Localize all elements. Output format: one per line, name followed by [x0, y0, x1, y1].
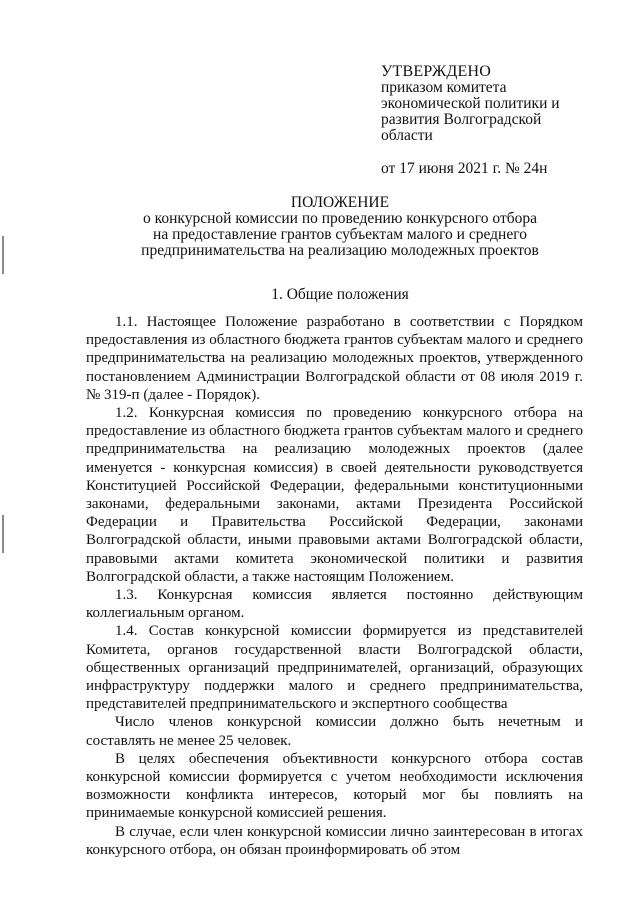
approval-line: развития Волгоградской: [381, 111, 542, 128]
approval-line: экономической политики и: [381, 95, 560, 112]
approval-title: УТВЕРЖДЕНО: [381, 63, 492, 80]
document-subtitle-line: на предоставление грантов субъектам малого и среднего: [153, 226, 527, 243]
approval-line: области: [381, 127, 433, 144]
paragraph-conflict: В случае, если член конкурсной комиссии лично заинтересован в итогах конкурсного отбора, он обязан проинформировать об этом: [86, 823, 583, 858]
paragraph-1-4: 1.4. Состав конкурсной комиссии формируется из представителей Комитета, органов государственной власти Волгоградской области, общественных организаций предпринимателей, организаций, образующих инфраструктуру поддержки малого и среднего предпринимательства, представителей предпринимательского и экспертного сообщества: [86, 623, 583, 713]
document-heading: [100, 195, 580, 259]
document-title: ПОЛОЖЕНИЕ: [290, 194, 390, 211]
scan-edge-mark-top: [2, 236, 4, 274]
paragraph-1-1: 1.1. Настоящее Положение разработано в соответствии с Порядком предоставления из областного бюджета грантов субъектам малого и среднего предпринимательства на реализацию молодежных проектов, утвержденного постановлением Администрации Волгоградской области от 08 июля 2019 г. № 319-п (далее - Порядок).: [86, 314, 583, 403]
document-body: [86, 313, 583, 859]
document-subtitle-line: о конкурсной комиссии по проведению конкурсного отбора: [143, 210, 537, 227]
approval-date: от 17 июня 2021 г. № 24н: [381, 160, 548, 177]
approval-stamp: [381, 64, 621, 177]
paragraph-members-count: Число членов конкурсной комиссии должно быть нечетным и составлять не менее 25 человек.: [86, 714, 583, 749]
scan-edge-mark-bottom: [2, 515, 4, 553]
section-title: 1. Общие положения: [271, 286, 409, 303]
document-subtitle-line: предпринимательства на реализацию молодежных проектов: [141, 242, 539, 259]
approval-line: приказом комитета: [381, 79, 507, 96]
paragraph-1-3: 1.3. Конкурсная комиссия является постоянно действующим коллегиальным органом.: [86, 587, 583, 622]
paragraph-1-2: 1.2. Конкурсная комиссия по проведению конкурсного отбора на предоставление из областного бюджета грантов субъектам малого и среднего предпринимательства на реализацию молодежных проектов (далее именуется - конкурсная комиссия) в своей деятельности руководствуется Конституцией Российской Федерации, федеральными конституционными законами, федеральными законами, актами Президента Российской Федерации и Правительства Российской Федерации, законами Волгоградской области, иными правовыми актами Волгоградской области, правовыми актами комитета экономической политики и развития Волгоградской области, а также настоящим Положением.: [86, 405, 583, 585]
paragraph-objectivity: В целях обеспечения объективности конкурсного отбора состав конкурсной комиссии формируется с учетом необходимости исключения возможности конфликта интересов, который мог бы повлиять на принимаемые конкурсной комиссией решения.: [86, 750, 583, 822]
